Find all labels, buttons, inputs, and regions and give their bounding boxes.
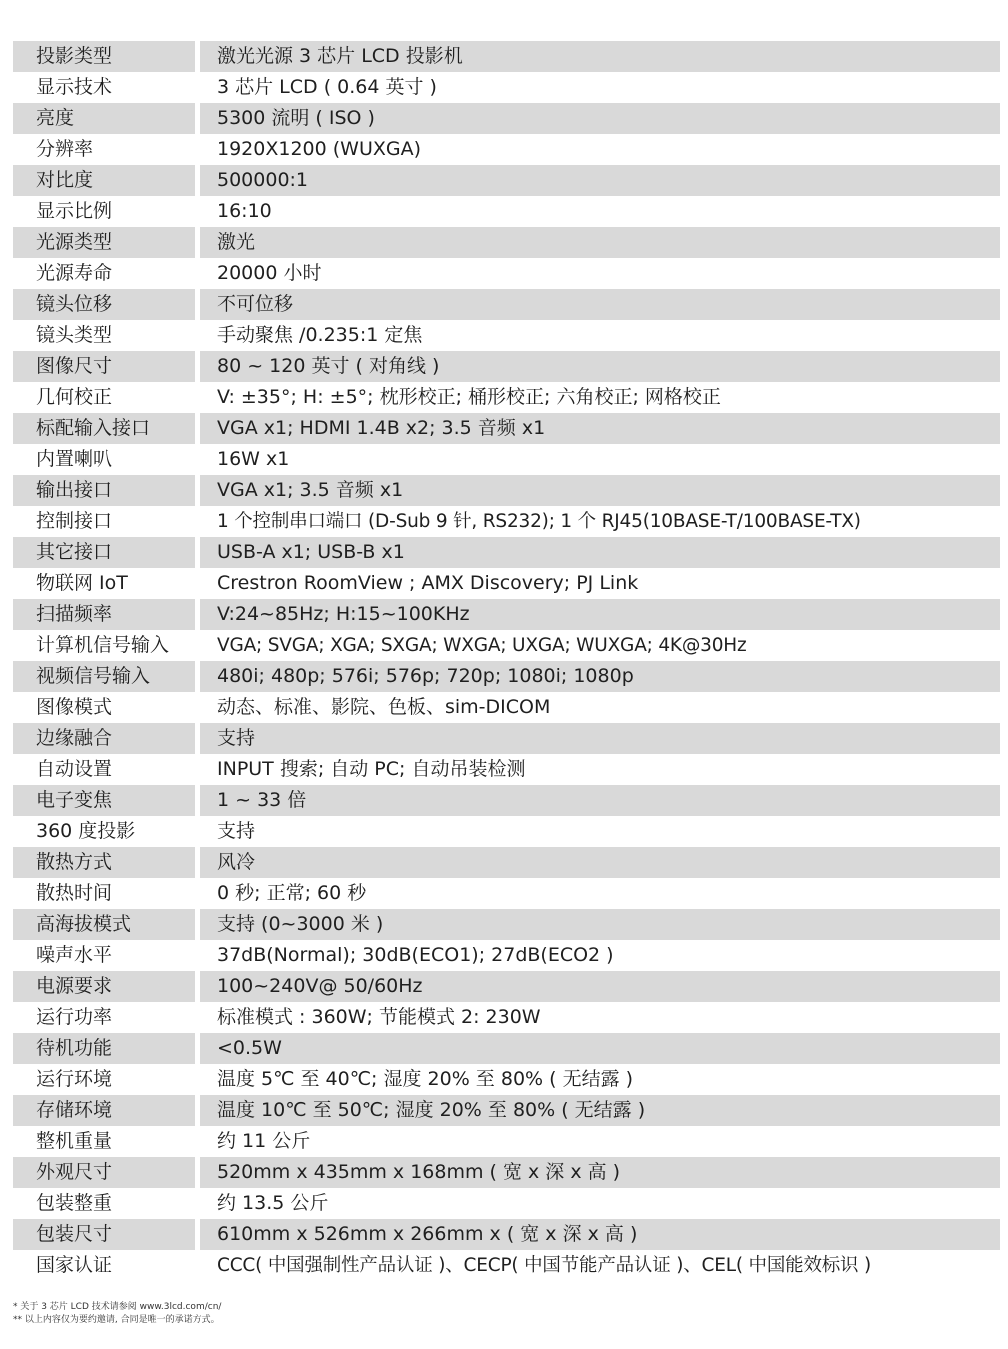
spec-row <box>13 785 1000 816</box>
spec-table <box>13 41 1000 1281</box>
spec-label: 光源类型 <box>13 227 195 258</box>
spec-row <box>13 351 1000 382</box>
spec-label: 电源要求 <box>13 971 195 1002</box>
spec-row <box>13 568 1000 599</box>
spec-value: 约 11 公斤 <box>200 1126 1000 1157</box>
spec-row <box>13 1219 1000 1250</box>
spec-value: USB-A x1; USB-B x1 <box>200 537 1000 568</box>
spec-value: 16W x1 <box>200 444 1000 475</box>
spec-label: 镜头位移 <box>13 289 195 320</box>
spec-value: VGA x1; HDMI 1.4B x2; 3.5 音频 x1 <box>200 413 1000 444</box>
spec-row <box>13 1188 1000 1219</box>
footnotes <box>13 1301 221 1327</box>
spec-row <box>13 1126 1000 1157</box>
spec-row <box>13 1095 1000 1126</box>
spec-label: 显示技术 <box>13 72 195 103</box>
spec-label: 计算机信号输入 <box>13 630 195 661</box>
spec-row <box>13 723 1000 754</box>
spec-label: 对比度 <box>13 165 195 196</box>
spec-value: 风冷 <box>200 847 1000 878</box>
spec-label: 噪声水平 <box>13 940 195 971</box>
spec-row <box>13 475 1000 506</box>
spec-label: 高海拔模式 <box>13 909 195 940</box>
spec-row <box>13 816 1000 847</box>
spec-row <box>13 847 1000 878</box>
spec-label: 几何校正 <box>13 382 195 413</box>
footnote-2: ** 以上内容仅为要约邀请, 合同是唯一的承诺方式。 <box>13 1315 220 1325</box>
spec-label: 电子变焦 <box>13 785 195 816</box>
spec-row <box>13 72 1000 103</box>
spec-row <box>13 413 1000 444</box>
spec-value: 1920X1200 (WUXGA) <box>200 134 1000 165</box>
spec-value: 不可位移 <box>200 289 1000 320</box>
spec-label: 分辨率 <box>13 134 195 165</box>
spec-label: 视频信号输入 <box>13 661 195 692</box>
spec-label: 标配输入接口 <box>13 413 195 444</box>
spec-value: 1 个控制串口端口 (D-Sub 9 针, RS232); 1 个 RJ45(10BASE-T/100BASE-TX) <box>200 506 1000 537</box>
spec-row <box>13 940 1000 971</box>
spec-row <box>13 320 1000 351</box>
spec-label: 扫描频率 <box>13 599 195 630</box>
spec-label: 显示比例 <box>13 196 195 227</box>
spec-label: 待机功能 <box>13 1033 195 1064</box>
spec-label: 自动设置 <box>13 754 195 785</box>
spec-row <box>13 630 1000 661</box>
spec-label: 运行环境 <box>13 1064 195 1095</box>
spec-label: 图像模式 <box>13 692 195 723</box>
spec-row <box>13 506 1000 537</box>
spec-row <box>13 227 1000 258</box>
spec-label: 内置喇叭 <box>13 444 195 475</box>
spec-label: 边缘融合 <box>13 723 195 754</box>
spec-row <box>13 134 1000 165</box>
spec-row <box>13 537 1000 568</box>
spec-row <box>13 258 1000 289</box>
spec-label: 散热时间 <box>13 878 195 909</box>
spec-value: 3 芯片 LCD ( 0.64 英寸 ) <box>200 72 1000 103</box>
spec-row <box>13 382 1000 413</box>
spec-label: 国家认证 <box>13 1250 195 1281</box>
spec-value: 20000 小时 <box>200 258 1000 289</box>
spec-label: 光源寿命 <box>13 258 195 289</box>
spec-value: VGA x1; 3.5 音频 x1 <box>200 475 1000 506</box>
spec-value: 610mm x 526mm x 266mm x ( 宽 x 深 x 高 ) <box>200 1219 1000 1250</box>
spec-label: 360 度投影 <box>13 816 195 847</box>
spec-value: 约 13.5 公斤 <box>200 1188 1000 1219</box>
spec-row <box>13 1157 1000 1188</box>
spec-row <box>13 103 1000 134</box>
spec-value: 动态、标准、影院、色板、sim-DICOM <box>200 692 1000 723</box>
spec-row <box>13 41 1000 72</box>
spec-value: 支持 <box>200 723 1000 754</box>
spec-value: V: ±35°; H: ±5°; 枕形校正; 桶形校正; 六角校正; 网格校正 <box>200 382 1000 413</box>
spec-value: 激光光源 3 芯片 LCD 投影机 <box>200 41 1000 72</box>
spec-value: 500000:1 <box>200 165 1000 196</box>
spec-row <box>13 165 1000 196</box>
spec-value: 1 ~ 33 倍 <box>200 785 1000 816</box>
spec-value: 5300 流明 ( ISO ) <box>200 103 1000 134</box>
spec-label: 运行功率 <box>13 1002 195 1033</box>
spec-value: 手动聚焦 /0.235:1 定焦 <box>200 320 1000 351</box>
spec-row <box>13 444 1000 475</box>
spec-label: 物联网 IoT <box>13 568 195 599</box>
spec-row <box>13 878 1000 909</box>
spec-row <box>13 1002 1000 1033</box>
spec-value: INPUT 搜索; 自动 PC; 自动吊装检测 <box>200 754 1000 785</box>
spec-value: 37dB(Normal); 30dB(ECO1); 27dB(ECO2 ) <box>200 940 1000 971</box>
spec-label: 外观尺寸 <box>13 1157 195 1188</box>
spec-label: 镜头类型 <box>13 320 195 351</box>
spec-label: 包装整重 <box>13 1188 195 1219</box>
spec-label: 包装尺寸 <box>13 1219 195 1250</box>
spec-label: 投影类型 <box>13 41 195 72</box>
spec-row <box>13 1250 1000 1281</box>
spec-value: 100~240V@ 50/60Hz <box>200 971 1000 1002</box>
spec-row <box>13 599 1000 630</box>
spec-row <box>13 196 1000 227</box>
spec-value: <0.5W <box>200 1033 1000 1064</box>
spec-value: 温度 10℃ 至 50℃; 湿度 20% 至 80% ( 无结露 ) <box>200 1095 1000 1126</box>
spec-value: 480i; 480p; 576i; 576p; 720p; 1080i; 1080p <box>200 661 1000 692</box>
spec-row <box>13 692 1000 723</box>
spec-label: 图像尺寸 <box>13 351 195 382</box>
spec-label: 存储环境 <box>13 1095 195 1126</box>
spec-value: 16:10 <box>200 196 1000 227</box>
spec-value: V:24~85Hz; H:15~100KHz <box>200 599 1000 630</box>
spec-row <box>13 289 1000 320</box>
spec-value: Crestron RoomView ; AMX Discovery; PJ Link <box>200 568 1000 599</box>
spec-row <box>13 971 1000 1002</box>
footnote-1: * 关于 3 芯片 LCD 技术请参阅 www.3lcd.com/cn/ <box>13 1302 222 1312</box>
spec-label: 控制接口 <box>13 506 195 537</box>
spec-value: 激光 <box>200 227 1000 258</box>
spec-value: 标准模式 : 360W; 节能模式 2: 230W <box>200 1002 1000 1033</box>
spec-value: 支持 (0~3000 米 ) <box>200 909 1000 940</box>
spec-row <box>13 661 1000 692</box>
spec-label: 其它接口 <box>13 537 195 568</box>
spec-row <box>13 909 1000 940</box>
spec-row <box>13 1064 1000 1095</box>
spec-value: 0 秒; 正常; 60 秒 <box>200 878 1000 909</box>
spec-value: 支持 <box>200 816 1000 847</box>
spec-value: 520mm x 435mm x 168mm ( 宽 x 深 x 高 ) <box>200 1157 1000 1188</box>
spec-label: 亮度 <box>13 103 195 134</box>
spec-row <box>13 1033 1000 1064</box>
spec-value: VGA; SVGA; XGA; SXGA; WXGA; UXGA; WUXGA; 4K@30Hz <box>200 630 1000 661</box>
spec-label: 整机重量 <box>13 1126 195 1157</box>
spec-value: CCC( 中国强制性产品认证 )、CECP( 中国节能产品认证 )、CEL( 中国能效标识 ) <box>200 1250 1000 1281</box>
spec-row <box>13 754 1000 785</box>
spec-label: 输出接口 <box>13 475 195 506</box>
spec-value: 80 ~ 120 英寸 ( 对角线 ) <box>200 351 1000 382</box>
spec-value: 温度 5℃ 至 40℃; 湿度 20% 至 80% ( 无结露 ) <box>200 1064 1000 1095</box>
spec-label: 散热方式 <box>13 847 195 878</box>
